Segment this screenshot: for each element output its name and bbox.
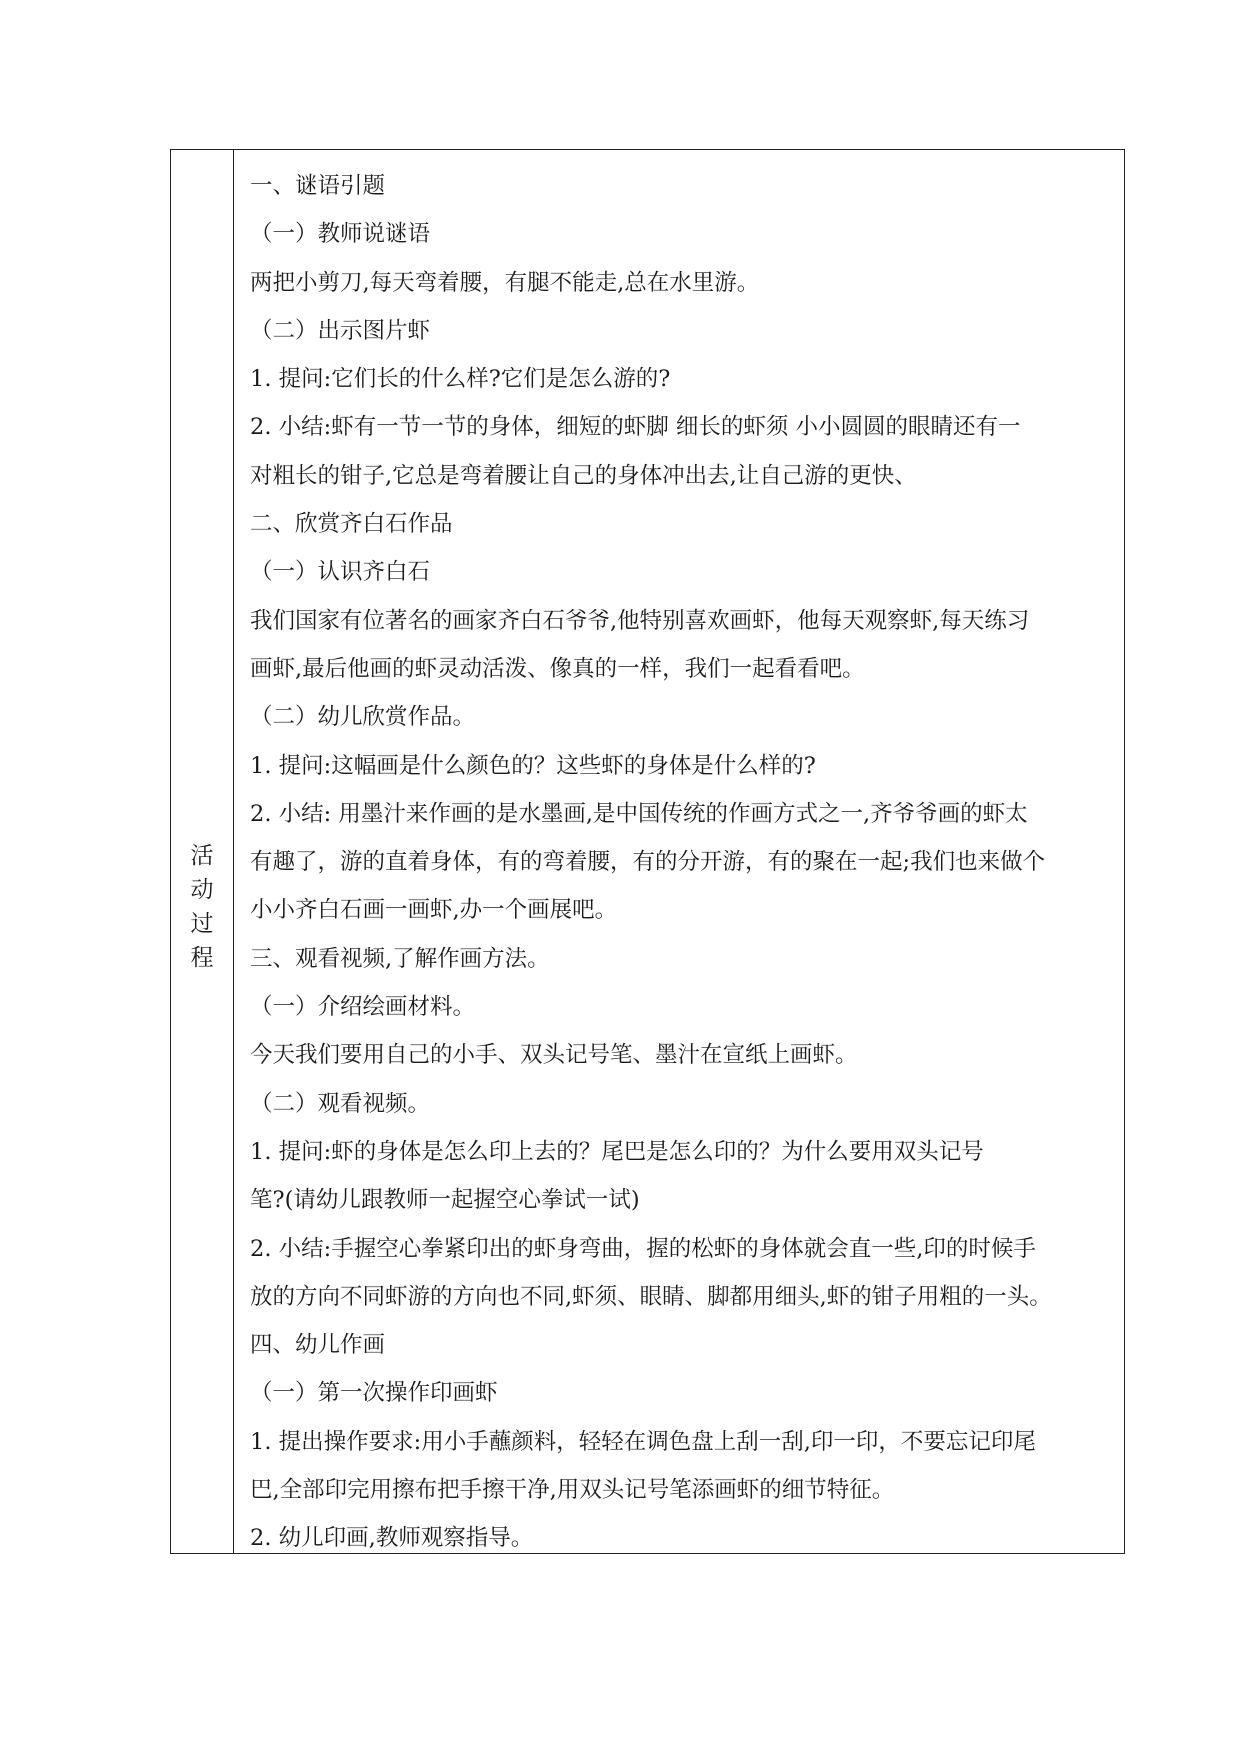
text-line: 2. 幼儿印画,教师观察指导。: [250, 1525, 534, 1552]
text-line: 2. 小结:虾有一节一节的身体，细短的虾脚 细长的虾须 小小圆圆的眼睛还有一: [250, 414, 1021, 441]
text-line: 两把小剪刀,每天弯着腰，有腿不能走,总在水里游。: [250, 269, 760, 296]
subsection-heading: （一）认识齐白石: [250, 559, 431, 586]
subsection-heading: （二）出示图片虾: [250, 317, 431, 344]
row-label: [189, 839, 215, 975]
text-line: 2. 小结: 用墨汁来作画的是水墨画,是中国传统的作画方式之一,齐爷爷画的虾太: [250, 800, 1028, 827]
row-label-cell: [171, 150, 234, 1553]
section-heading: 三、观看视频,了解作画方法。: [250, 945, 550, 972]
text-line: 我们国家有位著名的画家齐白石爷爷,他特别喜欢画虾，他每天观察虾,每天练习: [250, 607, 1030, 634]
text-line: 画虾,最后他画的虾灵动活泼、像真的一样，我们一起看看吧。: [250, 655, 865, 682]
subsection-heading: （二）幼儿欣赏作品。: [250, 704, 476, 731]
text-line: 有趣了，游的直着身体，有的弯着腰，有的分开游，有的聚在一起;我们也来做个: [250, 849, 1046, 876]
subsection-heading: （一）第一次操作印画虾: [250, 1380, 498, 1407]
text-line: 放的方向不同虾游的方向也不同,虾须、眼睛、脚都用细头,虾的钳子用粗的一头。: [250, 1283, 1052, 1310]
text-line: 对粗长的钳子,它总是弯着腰让自己的身体冲出去,让自己游的更快、: [250, 462, 917, 489]
subsection-heading: （一）介绍绘画材料。: [250, 994, 476, 1021]
row-label-char: 程: [190, 944, 214, 971]
section-heading: 一、谜语引题: [250, 173, 386, 199]
section-heading: 二、欣赏齐白石作品: [250, 511, 453, 538]
subsection-heading: （二）观看视频。: [250, 1090, 431, 1117]
content-cell: [234, 150, 1124, 1553]
text-line: 1. 提出操作要求:用小手蘸颜料，轻轻在调色盘上刮一刮,印一印，不要忘记印尾: [250, 1428, 1036, 1455]
text-line: 巴,全部印完用擦布把手擦干净,用双头记号笔添画虾的细节特征。: [250, 1477, 895, 1504]
subsection-heading: （一）教师说谜语: [250, 221, 431, 248]
row-label-char: 过: [190, 910, 214, 937]
text-line: 1. 提问:这幅画是什么颜色的？这些虾的身体是什么样的?: [250, 752, 816, 779]
row-label-char: 动: [190, 876, 214, 903]
section-heading: 四、幼儿作画: [250, 1332, 386, 1359]
text-line: 笔?(请幼儿跟教师一起握空心拳试一试): [250, 1187, 640, 1214]
text-line: 2. 小结:手握空心拳紧印出的虾身弯曲，握的松虾的身体就会直一些,印的时候手: [250, 1235, 1036, 1262]
activity-process-table: [170, 149, 1125, 1554]
text-line: 1. 提问:虾的身体是怎么印上去的？尾巴是怎么印的？为什么要用双头记号: [250, 1138, 984, 1165]
row-label-char: 活: [190, 842, 214, 869]
text-line: 1. 提问:它们长的什么样?它们是怎么游的?: [250, 366, 671, 393]
text-line: 今天我们要用自己的小手、双头记号笔、墨汁在宣纸上画虾。: [250, 1042, 858, 1069]
text-line: 小小齐白石画一画虾,办一个画展吧。: [250, 897, 618, 924]
